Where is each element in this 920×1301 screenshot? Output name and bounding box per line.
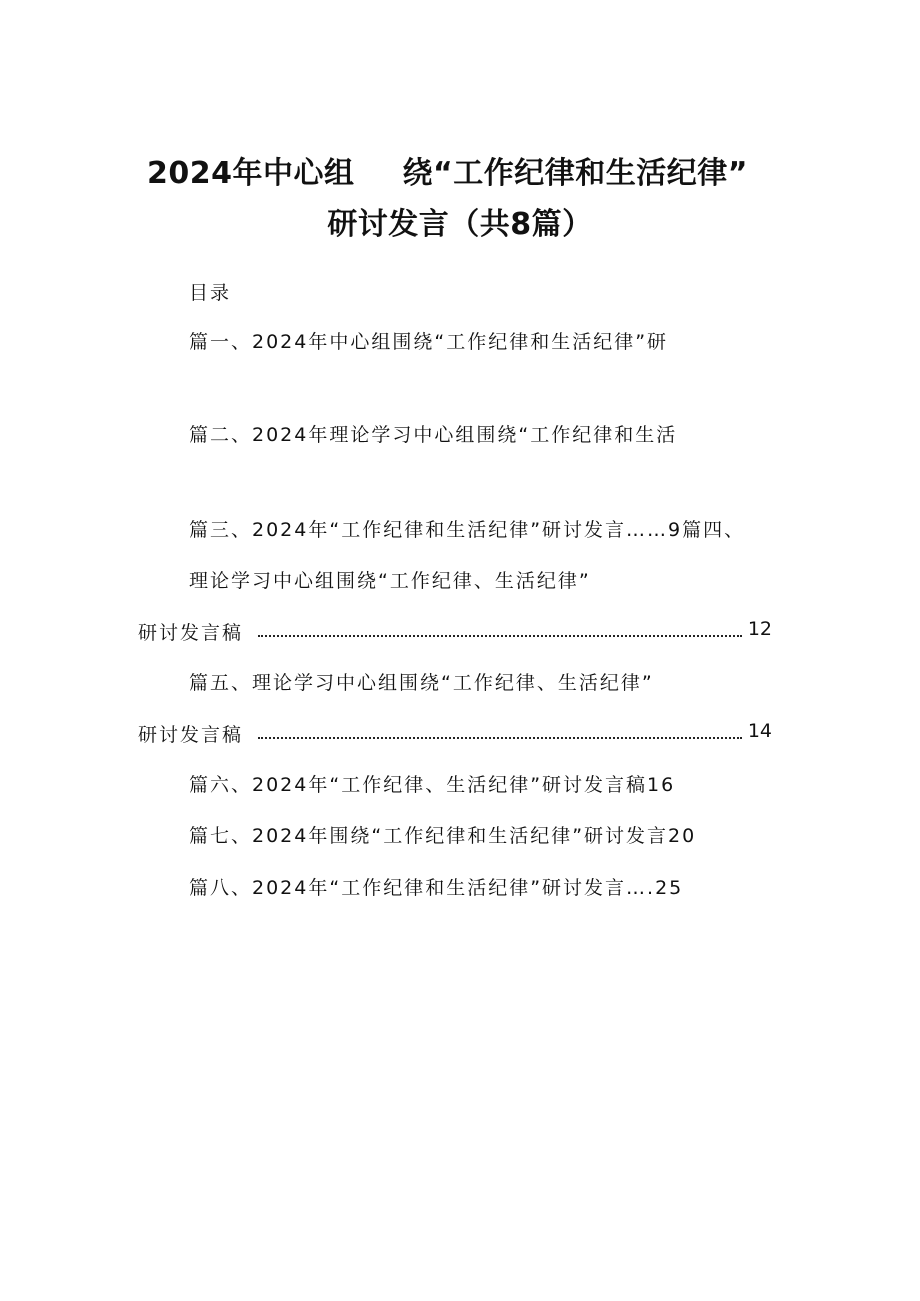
toc-entry-4-line-2	[138, 618, 772, 644]
toc-entry-1: 篇一、2024年中心组围绕“工作纪律和生活纪律”研	[189, 331, 669, 353]
toc-entry-3: 篇三、2024年“工作纪律和生活纪律”研讨发言……9篇四、	[189, 519, 746, 541]
toc-heading: 目录	[189, 282, 232, 304]
toc-entry-4-label: 研讨发言稿	[138, 622, 244, 644]
toc-entry-5-line-1: 篇五、理论学习中心组围绕“工作纪律、生活纪律”	[189, 672, 654, 694]
title-part-1: 2024年中心组	[147, 156, 355, 191]
toc-entry-4-page: 12	[747, 618, 772, 640]
document-title-line-1	[147, 148, 748, 192]
toc-entry-2: 篇二、2024年理论学习中心组围绕“工作纪律和生活	[189, 424, 678, 446]
document-title-line-2: 研讨发言（共8篇）	[327, 207, 593, 242]
toc-entry-7: 篇七、2024年围绕“工作纪律和生活纪律”研讨发言20	[189, 825, 697, 847]
title-part-2: 绕“工作纪律和生活纪律”	[402, 156, 748, 191]
dot-leader	[258, 635, 742, 637]
toc-entry-8: 篇八、2024年“工作纪律和生活纪律”研讨发言….25	[189, 877, 684, 899]
toc-entry-4-line-1: 理论学习中心组围绕“工作纪律、生活纪律”	[189, 570, 591, 592]
dot-leader	[258, 737, 742, 739]
toc-entry-5-line-2	[138, 720, 772, 746]
toc-entry-6: 篇六、2024年“工作纪律、生活纪律”研讨发言稿16	[189, 774, 676, 796]
toc-entry-5-page: 14	[747, 720, 772, 742]
toc-entry-5-label: 研讨发言稿	[138, 724, 244, 746]
